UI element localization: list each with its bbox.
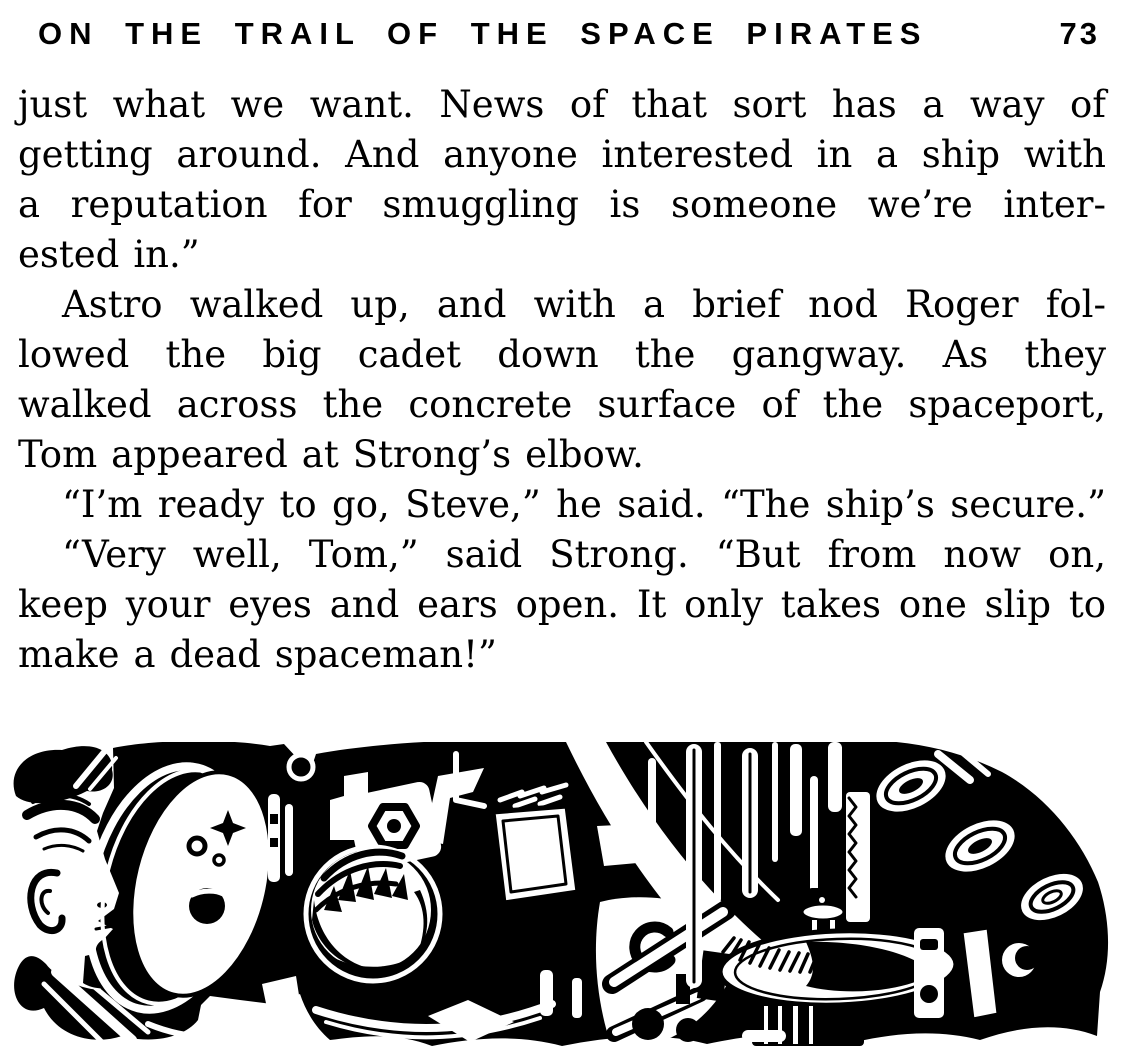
text-line: just what we want. News of that sort has a way of — [18, 83, 1106, 126]
text-line: lowed the big cadet down the gangway. As they — [18, 333, 1106, 376]
text-line: ested in.” — [18, 233, 200, 276]
text-line: getting around. And anyone interested in a ship with — [18, 133, 1106, 176]
illustration — [0, 742, 1122, 1054]
text-line: Tom appeared at Strong’s elbow. — [18, 433, 644, 476]
text-line: keep your eyes and ears open. It only takes one slip to — [18, 583, 1106, 626]
text-line: Astro walked up, and with a brief nod Roger fol- — [62, 283, 1106, 326]
cadet-head — [306, 847, 440, 981]
page-number: 73 — [1059, 16, 1100, 51]
text-line: “I’m ready to go, Steve,” he said. “The ship’s secure.” — [62, 483, 1106, 526]
text-line: a reputation for smuggling is someone we’re inter- — [18, 183, 1106, 226]
text-line: “Very well, Tom,” said Strong. “But from now on, — [62, 533, 1106, 576]
text-line: walked across the concrete surface of the spaceport, — [18, 383, 1106, 426]
illustration-svg — [0, 742, 1122, 1054]
text-line: make a dead spaceman!” — [18, 633, 497, 676]
header-title: ON THE TRAIL OF THE SPACE PIRATES — [38, 16, 928, 51]
body-text — [18, 80, 1106, 680]
running-header — [38, 16, 1100, 56]
